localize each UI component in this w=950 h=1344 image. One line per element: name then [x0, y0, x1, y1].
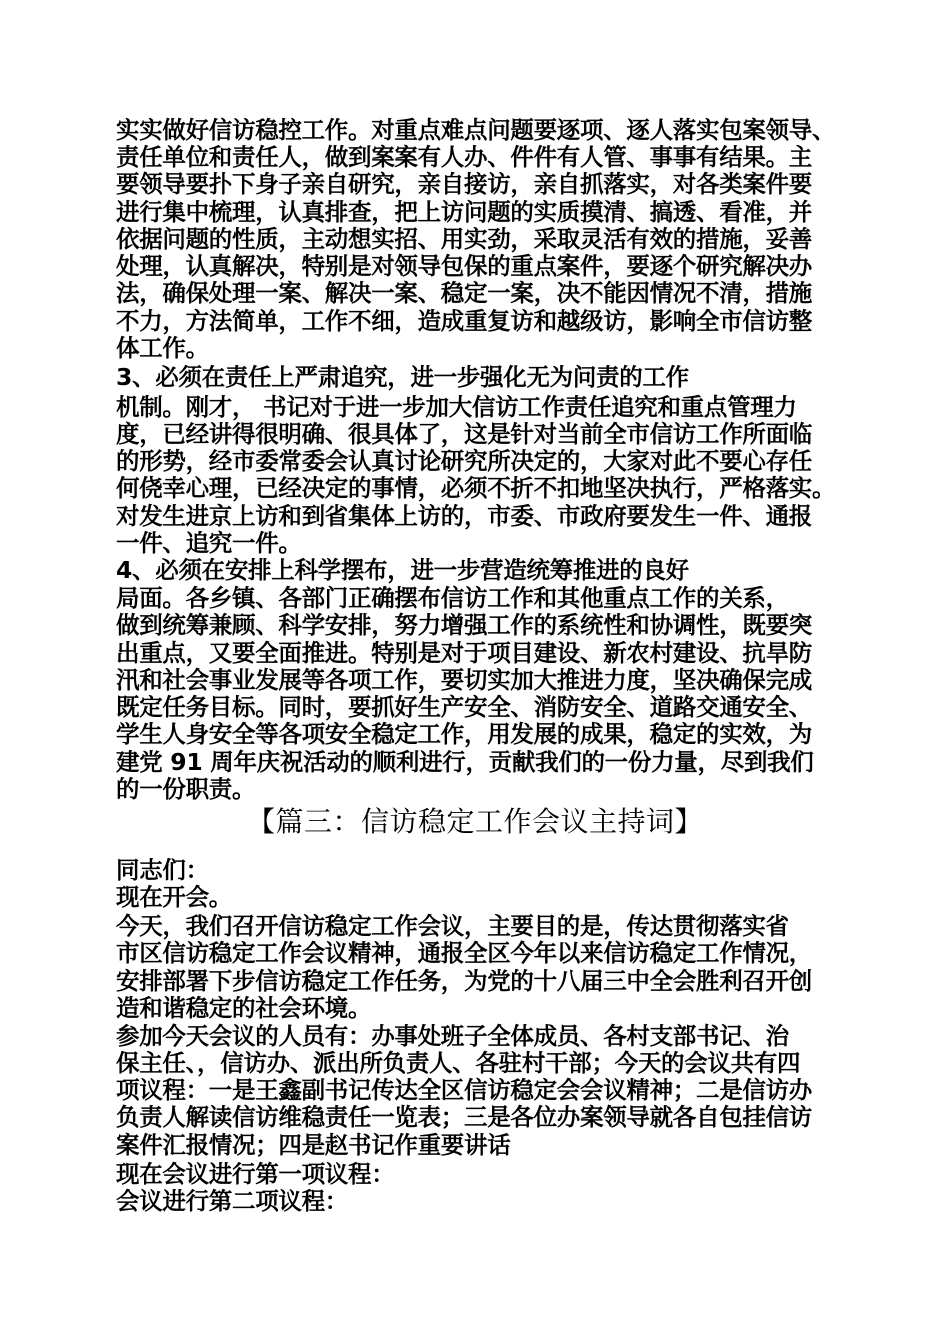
open-line: 现在开会。 [116, 883, 232, 911]
text-line: 保主任、，信访办、派出所负责人、各驻村干部；今天的会议共有四 [116, 1049, 801, 1077]
item3-title: 3、必须在责任上严肃追究，进一步强化无为问责的工作 [116, 363, 689, 391]
text-line: 造和谐稳定的社会环境。 [116, 994, 372, 1022]
greeting: 同志们： [116, 856, 209, 884]
text-line: 做到统筹兼顾、科学安排，努力增强工作的系统性和协调性，既要突 [116, 611, 812, 639]
text-line: 处理，认真解决，特别是对领导包保的重点案件，要逐个研究解决办 [116, 252, 812, 280]
text-line: 负责人解读信访维稳责任一览表；三是各位办案领导就各自包挂信访 [116, 1103, 812, 1131]
text-line: 对发生进京上访和到省集体上访的，市委、市政府要发生一件、通报 [116, 502, 812, 530]
text-line: 要领导要扑下身子亲自研究，亲自接访，亲自抓落实，对各类案件要 [116, 170, 812, 198]
text-line: 进行集中梳理，认真排查，把上访问题的实质摸清、搞透、看准，并 [116, 198, 812, 226]
text-line: 体工作。 [116, 334, 209, 362]
text-line: 汛和社会事业发展等各项工作，要切实加大推进力度，坚决确保完成 [116, 666, 812, 694]
text-line: 市区信访稳定工作会议精神，通报全区今年以来信访稳定工作情况， [116, 939, 812, 967]
text-line: 项议程：一是王鑫副书记传达全区信访稳定会会议精神；二是信访办 [116, 1076, 812, 1104]
text-line: 局面。各乡镇、各部门正确摆布信访工作和其他重点工作的关系， [116, 584, 789, 612]
text-line: 既定任务目标。同时，要抓好生产安全、消防安全、道路交通安全、 [116, 693, 812, 721]
text-line: 依据问题的性质，主动想实招、用实劲，采取灵活有效的措施，妥善 [116, 225, 812, 253]
section-heading: 【篇三：信访稳定工作会议主持词】 [246, 805, 703, 838]
agenda-item-1: 现在会议进行第一项议程： [116, 1160, 395, 1188]
text-line: 安排部署下步信访稳定工作任务，为党的十八届三中全会胜利召开创 [116, 967, 812, 995]
text-line: 度，已经讲得很明确、很具体了，这是针对当前全市信访工作所面临 [116, 420, 812, 448]
text-line: 今天，我们召开信访稳定工作会议，主要目的是，传达贯彻落实省 [116, 912, 789, 940]
text-line: 建党 91 周年庆祝活动的顺利进行，贡献我们的一份力量，尽到我们 [116, 748, 814, 776]
text-line: 一件、追究一件。 [116, 529, 302, 557]
text-line: 学生人身安全等各项安全稳定工作，用发展的成果，稳定的实效，为 [116, 720, 812, 748]
text-line: 的一份职责。 [116, 775, 256, 803]
text-line: 何侥幸心理，已经决定的事情，必须不折不扣地坚决执行，严格落实。 [116, 474, 836, 502]
item4-title: 4、必须在安排上科学摆布，进一步营造统筹推进的良好 [116, 556, 689, 584]
text-line: 不力，方法简单，工作不细，造成重复访和越级访，影响全市信访整 [116, 307, 812, 335]
text-line: 实实做好信访稳控工作。对重点难点问题要逐项、逐人落实包案领导、 [116, 116, 836, 144]
text-line: 参加今天会议的人员有：办事处班子全体成员、各村支部书记、治 [116, 1022, 789, 1050]
text-line: 出重点，又要全面推进。特别是对于项目建设、新农村建设、抗旱防 [116, 639, 812, 667]
text-line: 法，确保处理一案、解决一案、稳定一案，决不能因情况不清，措施 [116, 279, 812, 307]
text-line: 的形势，经市委常委会认真讨论研究所决定的，大家对此不要心存任 [116, 447, 812, 475]
agenda-item-2: 会议进行第二项议程： [116, 1187, 348, 1215]
text-line: 责任单位和责任人，做到案案有人办、件件有人管、事事有结果。主 [116, 143, 812, 171]
text-line: 机制。刚才， 书记对于进一步加大信访工作责任追究和重点管理力 [116, 393, 797, 421]
text-line: 案件汇报情况；四是赵书记作重要讲话 [116, 1131, 511, 1159]
